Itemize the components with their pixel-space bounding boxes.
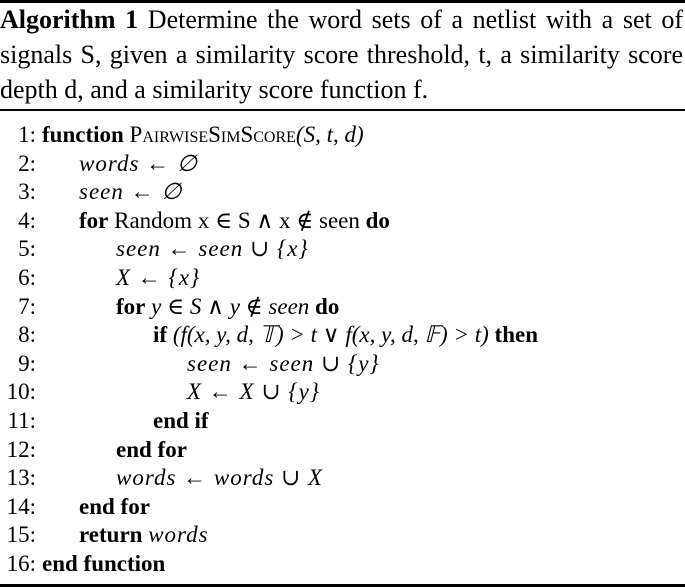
line-code [153,321,538,350]
algorithm-line [0,293,685,322]
line-statement: words [148,522,209,548]
algorithm-line [0,407,685,436]
algorithm-line [0,350,685,379]
keyword: end for [79,493,150,519]
algorithm-caption [0,2,683,107]
line-statement: words ← ∅ [79,150,198,176]
line-statement: X ← {x} [116,264,201,290]
line-code [79,521,209,550]
algorithm-line [0,550,685,579]
line-code [42,121,364,150]
line-code [116,293,339,322]
line-number: 2: [18,150,36,176]
line-statement: seen ← seen ∪ {y} [187,350,380,376]
line-code [79,207,390,236]
algorithm-line [0,493,685,522]
caption-text: Determine the word sets of a netlist with a set of signals S, given a similarity score threshold, t, a similarity score depth d, and a similarity score function f. [0,5,683,104]
line-number: 16: [6,550,36,576]
line-number: 9: [18,350,36,376]
algorithm-line [0,121,685,150]
keyword: end function [42,550,166,576]
algorithm-line [0,150,685,179]
line-statement: X ← X ∪ {y} [187,379,320,405]
line-number: 8: [18,322,36,348]
line-number: 6: [18,264,36,290]
algorithm-line [0,178,685,207]
algorithm-line [0,464,685,493]
caption-label: Algorithm 1 [0,5,139,34]
keyword: then [494,322,538,348]
algorithm-line [0,436,685,465]
line-number: 12: [6,436,36,462]
keyword: for [79,207,109,233]
keyword: function [42,122,124,147]
caption-rule [0,109,685,111]
line-number: 10: [6,379,36,405]
algorithm-line [0,207,685,236]
line-statement: y ∈ S ∧ y ∉ seen [151,293,310,319]
algorithm-line [0,378,685,407]
line-number: 5: [18,236,36,262]
line-number: 11: [7,407,36,433]
keyword: if [153,322,168,348]
algorithm-line [0,521,685,550]
line-statement: seen ← seen ∪ {x} [116,236,309,262]
algorithm-line [0,321,685,350]
keyword: end if [153,407,209,433]
algorithm-line [0,235,685,264]
algorithm-line [0,264,685,293]
line-statement: (f(x, y, d, 𝕋) > t ∨ f(x, y, d, 𝔽) > t) [172,322,489,348]
keyword: do [365,207,390,233]
line-statement: seen ← ∅ [79,179,183,205]
line-statement: Random x ∈ S ∧ x ∉ seen [114,207,360,233]
line-number: 3: [18,179,36,205]
line-number: 7: [18,293,36,319]
function-args: (S, t, d) [295,122,364,147]
keyword: for [116,293,146,319]
keyword: end for [116,436,187,462]
line-number: 15: [6,522,36,548]
function-name: PairwiseSimScore [129,122,296,147]
keyword: return [79,522,143,548]
line-number: 4: [18,207,36,233]
line-number: 1: [18,122,36,147]
keyword: do [315,293,340,319]
algorithm-body [0,121,685,579]
line-number: 14: [6,493,36,519]
line-statement: words ← words ∪ X [116,465,324,491]
line-number: 13: [6,465,36,491]
